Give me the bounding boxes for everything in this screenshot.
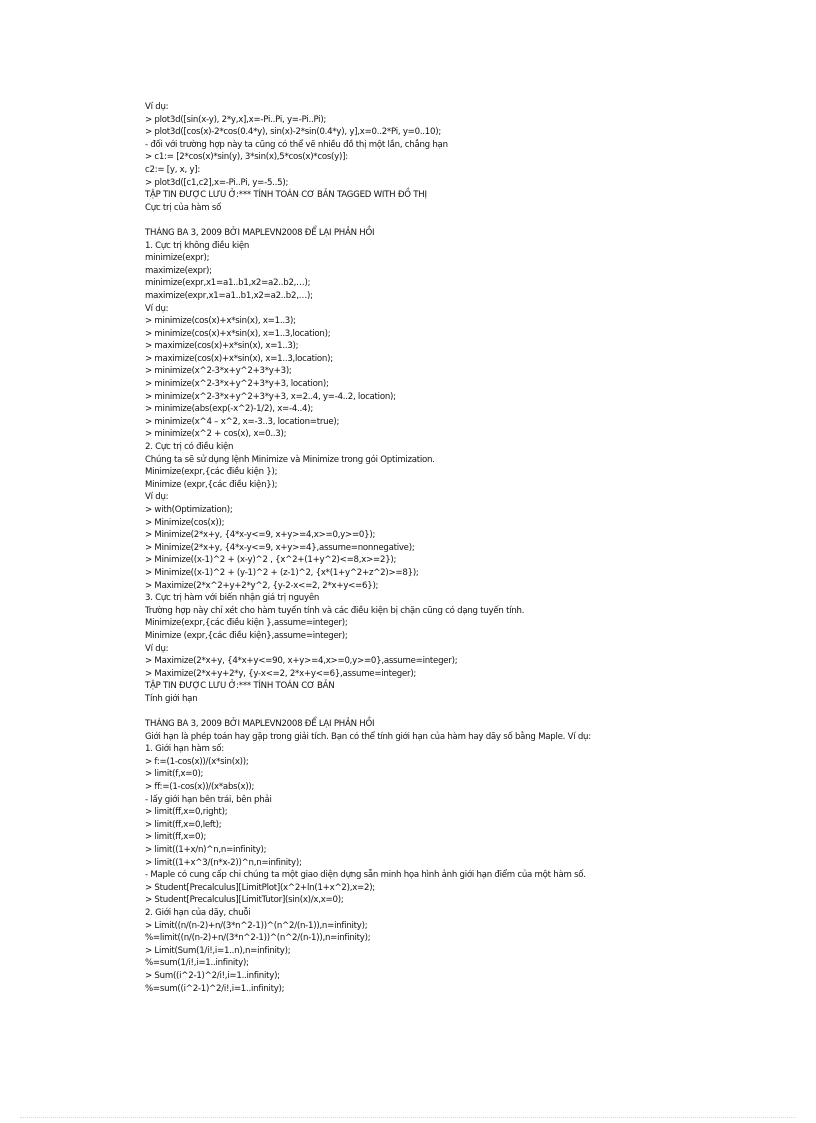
text-line: 1. Cực trị không điều kiện	[145, 240, 250, 251]
text-line: minimize(expr,x1=a1..b1,x2=a2..b2,…);	[145, 278, 311, 289]
text-line: 1. Giới hạn hàm số:	[145, 744, 224, 755]
text-line: > Maximize(2*x+y, {4*x+y<=90, x+y>=4,x>=0,y>=0},assume=integer);	[145, 656, 458, 667]
text-line: > Student[Precalculus][LimitTutor](sin(x)/x,x=0);	[145, 895, 344, 906]
text-line: Ví dụ:	[145, 643, 169, 654]
text-line: Minimize (expr,{các điều kiện},assume=integer);	[145, 630, 348, 641]
text-line: c2:= [y, x, y]:	[145, 164, 201, 175]
text-line: Minimize(expr,{các điều kiện });	[145, 467, 278, 478]
text-line: Minimize(expr,{các điều kiện },assume=integer);	[145, 618, 348, 629]
text-line: > maximize(cos(x)+x*sin(x), x=1..3,location);	[145, 353, 333, 364]
text-line: %=sum(1/i!,i=1..infinity);	[145, 958, 249, 969]
text-line: Chúng ta sẽ sử dụng lệnh Minimize và Minimize trong gói Optimization.	[145, 454, 435, 465]
text-line: - đối với trường hợp này ta cũng có thể vẽ nhiều đồ thị một lần, chẳng hạn	[145, 139, 448, 150]
text-line: > limit(ff,x=0,left);	[145, 819, 222, 830]
text-line: maximize(expr,x1=a1..b1,x2=a2..b2,…);	[145, 290, 313, 301]
text-line: > limit(ff,x=0);	[145, 832, 206, 843]
text-line: > Sum((i^2-1)^2/i!,i=1..infinity);	[145, 970, 280, 981]
text-line: > Minimize(2*x+y, {4*x-y<=9, x+y>=4},assume=nonnegative);	[145, 542, 415, 553]
text-line: > limit(f,x=0);	[145, 769, 204, 780]
text-line: - Maple có cung cấp chi chúng ta một giao diện dựng sẵn minh họa hình ảnh giới hạn điểm của một hàm số.	[145, 870, 586, 881]
text-line: > minimize(x^2 + cos(x), x=0..3);	[145, 429, 287, 440]
text-line: 2. Giới hạn của dãy, chuỗi	[145, 908, 251, 918]
text-line: > minimize(x^2-3*x+y^2+3*y+3, location);	[145, 379, 329, 390]
text-line: > limit((1+x^3/(n*x-2))^n,n=infinity);	[145, 857, 302, 868]
text-line: > minimize(x^4 – x^2, x=-3..3, location=true);	[145, 416, 340, 427]
text-line: > plot3d([c1,c2],x=-Pi..Pi, y=-5..5);	[145, 177, 289, 188]
text-line: > plot3d([cos(x)-2*cos(0.4*y), sin(x)-2*sin(0.4*y), y],x=0..2*Pi, y=0..10);	[145, 127, 441, 138]
text-line: Ví dụ:	[145, 492, 169, 503]
text-line: %=limit((n/(n-2)+n/(3*n^2-1))^(n^2/(n-1)),n=infinity);	[145, 933, 371, 944]
text-line: Minimize (expr,{các điều kiện});	[145, 479, 278, 490]
text-line: > Maximize(2*x+y+2*y, {y-x<=2, 2*x+y<=6},assume=integer);	[145, 668, 417, 679]
text-line: > f:=(1-cos(x))/(x*sin(x));	[145, 756, 249, 767]
text-line: THÁNG BA 3, 2009 BỞI MAPLEVN2008 ĐỂ LẠI PHẢN HỒI	[145, 227, 375, 238]
text-line: 2. Cực trị có điều kiện	[145, 442, 234, 453]
text-line: Ví dụ:	[145, 303, 169, 314]
document-body	[145, 101, 795, 995]
text-line: > Minimize((x-1)^2 + (x-y)^2 , {x^2+(1+y^2)<=8,x>=2});	[145, 555, 397, 566]
text-line: > Minimize((x-1)^2 + (y-1)^2 + (z-1)^2, {x*(1+y^2+z^2)>=8});	[145, 567, 419, 578]
text-line: TẬP TIN ĐƯỢC LƯU Ở:*** TÍNH TOÁN CƠ BẢN TAGGED WITH ĐỒ THỊ	[145, 190, 427, 201]
text-line: Giới hạn là phép toán hay gặp trong giải tích. Bạn có thể tính giới hạn của hàm hay dãy số bằng Maple. Ví dụ:	[145, 731, 591, 742]
text-line: > minimize(x^2-3*x+y^2+3*y+3, x=2..4, y=-4..2, location);	[145, 391, 396, 402]
text-line: > Minimize(cos(x));	[145, 517, 225, 528]
text-line: > minimize(cos(x)+x*sin(x), x=1..3,location);	[145, 328, 331, 339]
text-line: > Maximize(2*x^2+y+2*y^2, {y-2-x<=2, 2*x+y<=6});	[145, 580, 379, 591]
text-line: TẬP TIN ĐƯỢC LƯU Ở:*** TÍNH TOÁN CƠ BẢN	[145, 681, 335, 692]
text-line: 3. Cực trị hàm với biến nhận giá trị nguyên	[145, 593, 320, 604]
text-line: > minimize(abs(exp(-x^2)-1/2), x=-4..4);	[145, 404, 314, 415]
text-line: > Student[Precalculus][LimitPlot](x^2+ln(1+x^2),x=2);	[145, 882, 375, 893]
text-line: > plot3d([sin(x-y), 2*y,x],x=-Pi..Pi, y=-Pi..Pi);	[145, 114, 327, 125]
text-line: Ví dụ:	[145, 102, 169, 112]
text-line: maximize(expr);	[145, 265, 212, 276]
blank-line	[145, 706, 795, 719]
page-bottom-rule	[20, 1117, 796, 1118]
text-line: THÁNG BA 3, 2009 BỞI MAPLEVN2008 ĐỂ LẠI PHẢN HỒI	[145, 719, 375, 730]
text-line: Cực trị của hàm số	[145, 202, 222, 213]
text-line: > Minimize(2*x+y, {4*x-y<=9, x+y>=4,x>=0,y>=0});	[145, 530, 376, 541]
text-line: > with(Optimization);	[145, 505, 233, 515]
text-line: Tính giới hạn	[145, 693, 198, 704]
text-line: - lấy giới hạn bên trái, bên phải	[145, 794, 272, 805]
text-line: %=sum((i^2-1)^2/i!,i=1..infinity);	[145, 983, 285, 994]
text-line: > ff:=(1-cos(x))/(x*abs(x));	[145, 782, 255, 793]
text-line: > minimize(x^2-3*x+y^2+3*y+3);	[145, 366, 292, 377]
text-line: Trường hợp này chỉ xét cho hàm tuyến tính và các điều kiện bị chặn cũng có dạng tuyến tính.	[145, 605, 525, 616]
text-line: > limit(ff,x=0,right);	[145, 807, 228, 818]
text-line: > c1:= [2*cos(x)*sin(y), 3*sin(x),5*cos(x)*cos(y)]:	[145, 152, 348, 163]
text-line: minimize(expr);	[145, 253, 210, 264]
text-line: > minimize(cos(x)+x*sin(x), x=1..3);	[145, 316, 296, 327]
text-line: > maximize(cos(x)+x*sin(x), x=1..3);	[145, 341, 299, 352]
text-line: > limit((1+x/n)^n,n=infinity);	[145, 845, 267, 856]
text-line: > Limit(Sum(1/i!,i=1..n),n=infinity);	[145, 945, 291, 956]
blank-line	[145, 214, 795, 227]
text-line: > Limit((n/(n-2)+n/(3*n^2-1))^(n^2/(n-1)),n=infinity);	[145, 920, 368, 931]
